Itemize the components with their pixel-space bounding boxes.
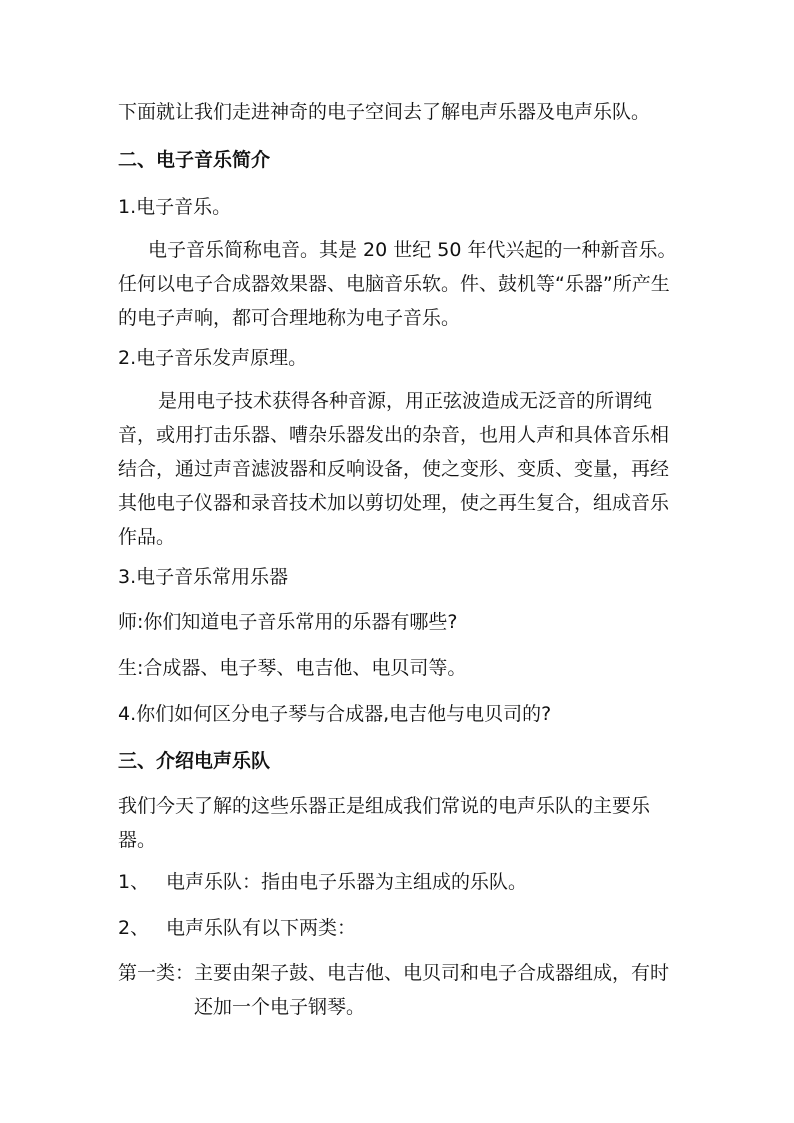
section-heading-electronic-music-intro: 二、电子音乐简介: [118, 149, 271, 171]
section3-intro: 我们今天了解的这些乐器正是组成我们常说的电声乐队的主要乐器。: [118, 795, 651, 851]
list-item-number: 1、: [118, 871, 150, 893]
item3-title: 3.电子音乐常用乐器: [118, 566, 289, 588]
intro-paragraph: 下面就让我们走进神奇的电子空间去了解电声乐器及电声乐队。: [118, 101, 651, 123]
item1-body: 电子音乐简称电音。其是 20 世纪 50 年代兴起的一种新音乐。任何以电子合成器效果器、电脑音乐软。件、鼓机等“乐器”所产生的电子声响，都可合理地称为电子音乐。: [118, 239, 677, 329]
category1-text: 主要由架子鼓、电吉他、电贝司和电子合成器组成，有时还加一个电子钢琴。: [194, 962, 670, 1018]
category1-label: 第一类：: [118, 962, 195, 984]
section-heading-electric-band: 三、介绍电声乐队: [118, 750, 271, 772]
item1-title: 1.电子音乐。: [118, 196, 232, 218]
item4-title: 4.你们如何区分电子琴与合成器,电吉他与电贝司的?: [118, 703, 552, 725]
list-item-text: 电声乐队：指由电子乐器为主组成的乐队。: [166, 871, 528, 893]
item2-body: 是用电子技术获得各种音源，用正弦波造成无泛音的所谓纯音，或用打击乐器、嘈杂乐器发出的杂音，也用人声和具体音乐相结合，通过声音滤波器和反响设备，使之变形、变质、变量，再经其他电子仪器和录音技术加以剪切处理，使之再生复合，组成音乐作品。: [118, 390, 670, 548]
student-answer: 生:合成器、电子琴、电吉他、电贝司等。: [118, 657, 467, 679]
list-item: [118, 873, 678, 892]
category1-paragraph: [118, 956, 678, 1024]
list-item-number: 2、: [118, 917, 150, 939]
list-item-text: 电声乐队有以下两类：: [166, 917, 357, 939]
list-item: [118, 919, 678, 938]
teacher-question: 师:你们知道电子音乐常用的乐器有哪些?: [118, 611, 458, 633]
item2-title: 2.电子音乐发声原理。: [118, 347, 308, 369]
